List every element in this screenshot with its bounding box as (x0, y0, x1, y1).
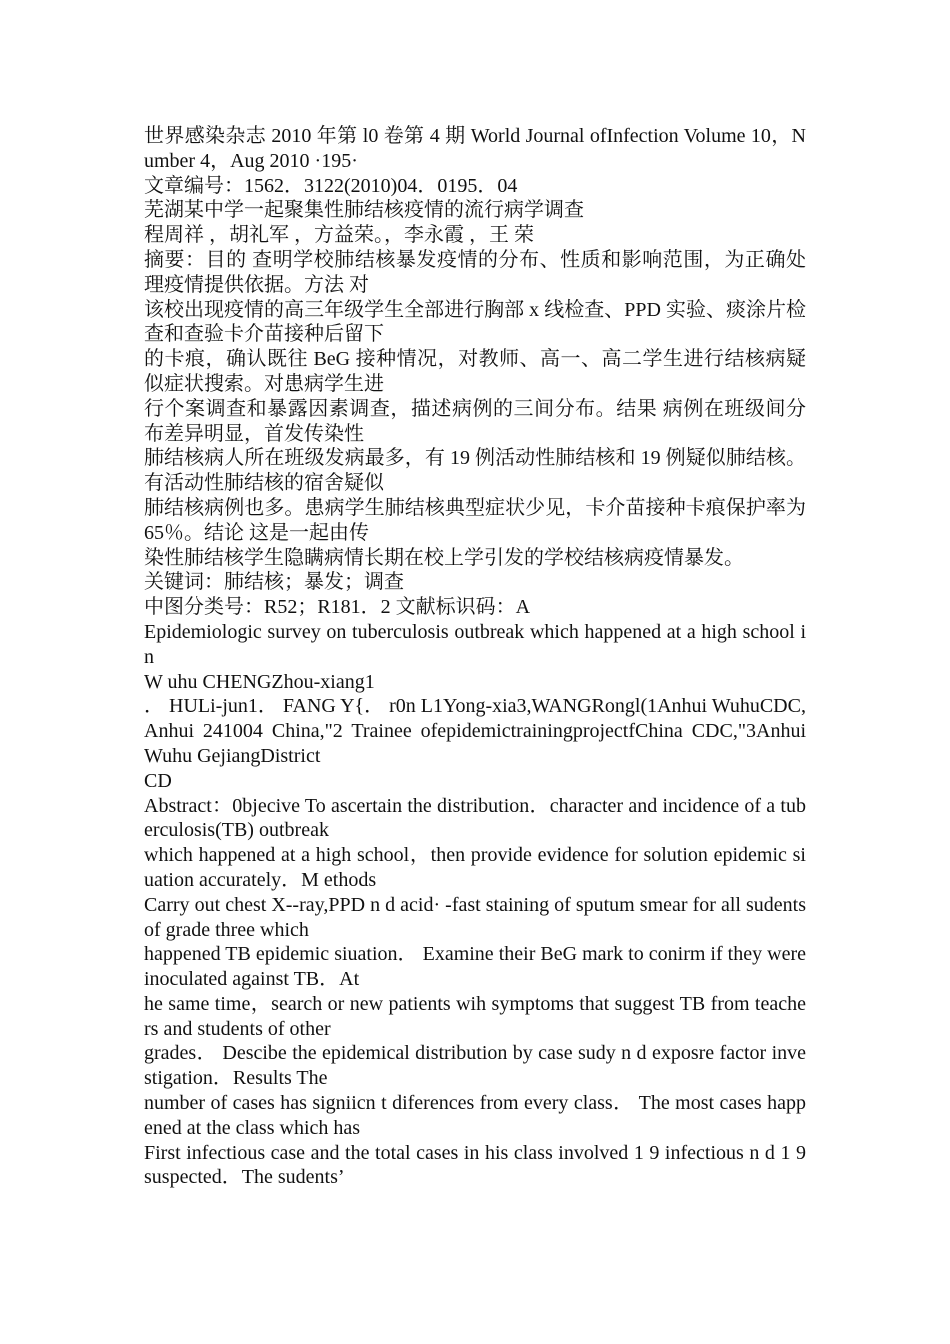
english-authors-line-2: ． HULi-jun1． FANG Y{． r0n L1Yong-xia3,WANGRongl(1Anhui WuhuCDC, (144, 695, 806, 718)
abstract-cn-line-2: 该校出现疫情的高三年级学生全部进行胸部 x 线检查、PPD 实验、痰涂片检查和查验卡介苗接种后留下 (144, 298, 806, 346)
journal-header: 世界感染杂志 2010 年第 l0 卷第 4 期 World Journal ofInfection Volume 10，Number 4，Aug 2010 ·195· (144, 125, 806, 172)
abstract-en-line-3: Carry out chest X--ray,PPD n d acid· -fast staining of sputum smear for all sudents of grade three which (144, 893, 806, 941)
abstract-cn-line-4: 行个案调查和暴露因素调查，描述病例的三间分布。结果 病例在班级间分布差异明显，首发传染性 (144, 397, 806, 445)
article-title: 芜湖某中学一起聚集性肺结核疫情的流行病学调查 (144, 199, 584, 222)
english-authors-line-1: W uhu CHENGZhou-xiang1 (144, 670, 375, 693)
abstract-en-line-8: First infectious case and the total cases in his class involved 1 9 infectious n d 1 9 suspected．The sudents’ (144, 1141, 806, 1189)
abstract-cn-line-1: 摘要：目的 查明学校肺结核暴发疫情的分布、性质和影响范围，为正确处理疫情提供依据。方法 对 (144, 248, 806, 296)
abstract-cn-line-3: 的卡痕，确认既往 BeG 接种情况，对教师、高一、高二学生进行结核病疑似症状搜索。对患病学生进 (144, 348, 806, 395)
english-affiliation-line-1: Anhui 241004 China,"2 Trainee ofepidemictrainingprojectfChina CDC,"3Anhui Wuhu GejiangDistrict (144, 720, 806, 767)
abstract-en-line-7: number of cases has signiicn t diferences from every class． The most cases happened at the class which has (144, 1092, 806, 1139)
keywords: 关键词：肺结核；暴发；调查 (144, 571, 404, 594)
authors: 程周祥 ，胡礼军 ，方益荣。，李永霞 ，王 荣 (144, 224, 534, 247)
abstract-cn-line-6: 肺结核病例也多。患病学生肺结核典型症状少见，卡介苗接种卡痕保护率为 65％。结论 这是一起由传 (144, 496, 806, 544)
abstract-en-line-2: which happened at a high school，then provide evidence for solution epidemic siuation accurately．M ethods (144, 844, 806, 891)
english-affiliation-line-2: CD (144, 769, 172, 792)
abstract-en-line-4: happened TB epidemic siuation． Examine their BeG mark to conirm if they were inoculated against TB．At (144, 943, 806, 991)
article-number: 文章编号：1562．3122(2010)04．0195．04 (144, 174, 518, 197)
abstract-en-line-6: grades． Descibe the epidemical distribution by case sudy n d exposre factor investigation．Results The (144, 1042, 806, 1090)
abstract-cn-line-5: 肺结核病人所在班级发病最多，有 19 例活动性肺结核和 19 例疑似肺结核。有活动性肺结核的宿舍疑似 (144, 447, 806, 495)
classification: 中图分类号：R52；R181．2 文献标识码：A (144, 596, 531, 619)
document-page (144, 124, 806, 1190)
abstract-en-line-1: Abstract：0bjecive To ascertain the distribution．character and incidence of a tuberculosis(TB) outbreak (144, 794, 806, 842)
english-title: Epidemiologic survey on tuberculosis outbreak which happened at a high school in (144, 620, 806, 668)
abstract-en-line-5: he same time，search or new patients wih symptoms that suggest TB from teachers and students of other (144, 992, 806, 1040)
abstract-cn-line-7: 染性肺结核学生隐瞒病情长期在校上学引发的学校结核病疫情暴发。 (144, 546, 744, 569)
